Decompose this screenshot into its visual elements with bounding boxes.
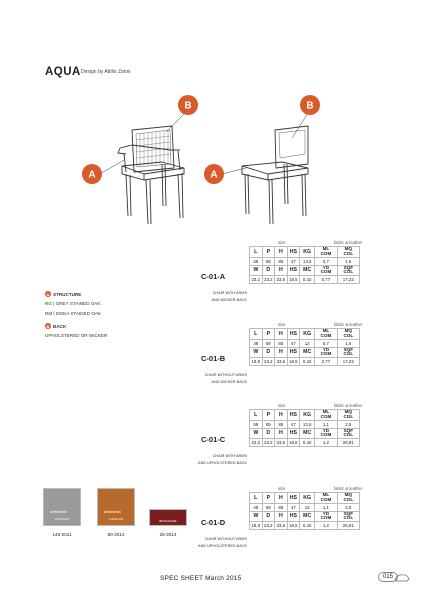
side-chair-drawing bbox=[242, 126, 308, 224]
materials-legend bbox=[45, 291, 185, 343]
structure-option: RG | GREY STAINED OAK bbox=[45, 301, 101, 306]
product-description: CHAIR WITH ARMS AND WICKER BACK bbox=[211, 291, 247, 302]
svg-text:A: A bbox=[88, 169, 96, 181]
page-title: AQUA bbox=[45, 66, 81, 78]
fabric-caption: fabric & leather bbox=[334, 403, 363, 408]
imperial-values-row: 18,9 23,2 33,5 18,5 0,42 0,77 17,22 bbox=[250, 358, 360, 366]
imperial-header-row: W D H HS MC YD COM SQF COL bbox=[250, 265, 360, 276]
brochure-cover bbox=[149, 509, 187, 526]
metric-values-row: 59 59 85 47 13,5 1,1 2,5 bbox=[250, 420, 360, 428]
back-option: UPHOLSTERED OR WICKER bbox=[45, 333, 108, 338]
fabric-caption: fabric & leather bbox=[334, 240, 363, 245]
spec-block bbox=[192, 486, 363, 566]
catalog-label: 28-2014 bbox=[159, 532, 177, 537]
svg-text:B: B bbox=[306, 100, 314, 112]
size-caption: size bbox=[278, 240, 286, 245]
catalog-label: 146-2011 bbox=[52, 532, 72, 537]
imperial-values-row: 23,2 23,2 33,5 18,5 0,42 0,77 17,22 bbox=[250, 276, 360, 284]
metric-header-row: L P H HS KG ML COM MQ COL bbox=[250, 493, 360, 504]
catalog-tag: CATALOG bbox=[55, 517, 69, 521]
svg-text:B: B bbox=[184, 100, 192, 112]
structure-letter-badge: A bbox=[46, 291, 50, 297]
designer-credit: Design by Attilio Zanni bbox=[81, 69, 131, 75]
metric-header-row: L P H HS KG ML COM MQ COL bbox=[250, 329, 360, 340]
product-description: CHAIR WITHOUT ARMS AND WICKER BACK bbox=[204, 373, 247, 384]
catalog-item[interactable] bbox=[97, 488, 135, 537]
catalog-item[interactable] bbox=[149, 509, 187, 537]
callout-b-right bbox=[300, 95, 320, 115]
metric-values-row: 59 59 85 47 13,5 0,7 1,6 bbox=[250, 257, 360, 265]
metric-values-row: 48 59 85 47 12 0,7 1,6 bbox=[250, 339, 360, 347]
callout-b-left bbox=[178, 95, 198, 115]
product-code: C-01-A bbox=[201, 272, 226, 281]
product-code: C-01-D bbox=[201, 518, 226, 527]
catalog-label: 80-2014 bbox=[107, 532, 125, 537]
catalog-cover bbox=[97, 488, 135, 526]
structure-option: RM | MOKA STAINED OAK bbox=[45, 311, 101, 316]
svg-text:A: A bbox=[210, 169, 218, 181]
metric-values-row: 48 59 85 47 12 1,1 2,5 bbox=[250, 503, 360, 511]
size-caption: size bbox=[278, 322, 286, 327]
callout-a-left bbox=[82, 164, 102, 184]
product-description: CHAIR WITHOUT ARMS AND UPHOLSTERED BACK bbox=[198, 537, 247, 548]
chair-drawings bbox=[70, 88, 350, 228]
metric-header-row: L P H HS KG ML COM MQ COL bbox=[250, 410, 360, 421]
structure-heading: A STRUCTURE bbox=[46, 291, 82, 297]
catalog-brand: bellavista bbox=[50, 509, 67, 514]
dimensions-table bbox=[249, 246, 360, 284]
back-letter-badge: B bbox=[46, 323, 50, 329]
leader-line-a1 bbox=[100, 160, 124, 174]
product-code: C-01-C bbox=[201, 435, 226, 444]
imperial-values-row: 18,9 23,2 33,5 18,5 0,42 1,2 26,91 bbox=[250, 522, 360, 530]
footer-text: SPEC SHEET March 2015 bbox=[160, 575, 242, 582]
imperial-header-row: W D H HS MC YD COM SQF COL bbox=[250, 347, 360, 358]
size-caption: size bbox=[278, 403, 286, 408]
dimensions-table bbox=[249, 492, 360, 530]
dimensions-table bbox=[249, 328, 360, 366]
catalog-item[interactable] bbox=[43, 488, 81, 537]
catalog-brand: bellavista bbox=[104, 509, 121, 514]
callout-a-right bbox=[204, 164, 224, 184]
dimensions-table bbox=[249, 409, 360, 447]
page-number: 015 bbox=[378, 572, 398, 582]
spec-block bbox=[192, 322, 363, 402]
imperial-header-row: W D H HS MC YD COM SQF COL bbox=[250, 428, 360, 439]
catalog-cover bbox=[43, 488, 81, 526]
product-code: C-01-B bbox=[201, 354, 226, 363]
size-caption: size bbox=[278, 486, 286, 491]
product-description: CHAIR WITH ARMS AND UPHOLSTERED BACK bbox=[198, 454, 247, 465]
catalog-tag: CATALOG bbox=[109, 517, 123, 521]
metric-header-row: L P H HS KG ML COM MQ COL bbox=[250, 247, 360, 258]
armchair-drawing bbox=[118, 126, 184, 224]
fabric-caption: fabric & leather bbox=[334, 322, 363, 327]
catalog-references bbox=[43, 488, 203, 553]
brand-mark-icon bbox=[393, 571, 411, 583]
spec-block bbox=[192, 403, 363, 483]
imperial-header-row: W D H HS MC YD COM SQF COL bbox=[250, 511, 360, 522]
imperial-values-row: 23,2 23,2 33,5 18,5 0,42 1,2 26,91 bbox=[250, 439, 360, 447]
spec-block bbox=[192, 240, 363, 320]
back-heading: B BACK bbox=[46, 323, 67, 329]
fabric-caption: fabric & leather bbox=[334, 486, 363, 491]
brochure-tag: BROCHURE bbox=[159, 519, 177, 523]
